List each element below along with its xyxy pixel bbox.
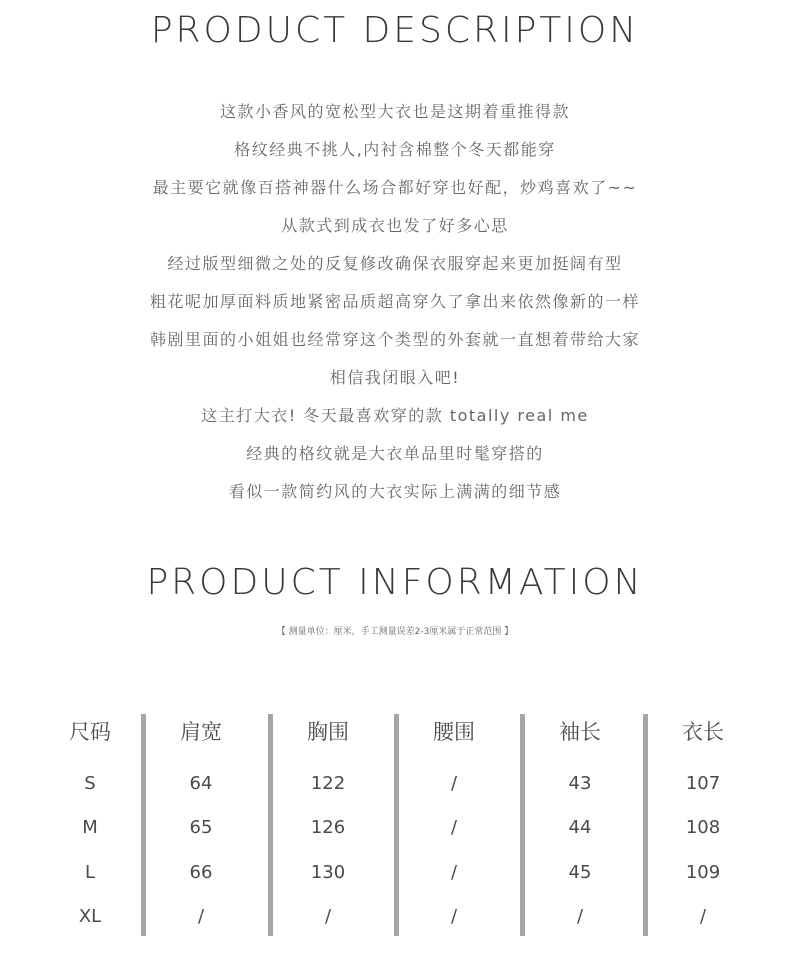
shoulder-cell: 65 [189, 817, 213, 838]
size-column-shoulder [141, 712, 261, 936]
sleeve-cell: 43 [568, 773, 592, 794]
size-column-length [643, 712, 763, 936]
size-column-sleeve [520, 712, 640, 936]
length-cell: 108 [685, 817, 721, 838]
shoulder-cell: 66 [189, 862, 213, 883]
product-information-heading: PRODUCT INFORMATION [146, 562, 644, 603]
chest-cell: 126 [310, 817, 346, 838]
size-cell: XL [78, 906, 102, 927]
description-line: 这款小香风的宽松型大衣也是这期着重推得款 [219, 102, 570, 121]
chest-cell: 130 [310, 862, 346, 883]
measurement-note: 【 测量单位：厘米，手工测量误差2-3厘米属于正常范围 】 [276, 627, 514, 637]
column-header-waist: 腰围 [433, 720, 475, 744]
size-table [30, 712, 766, 936]
description-line: 粗花呢加厚面料质地紧密品质超高穿久了拿出来依然像新的一样 [149, 292, 640, 311]
column-header-shoulder: 肩宽 [180, 720, 222, 744]
description-text-block [0, 96, 790, 514]
length-cell: 109 [685, 862, 721, 883]
size-cell: L [84, 862, 96, 883]
column-header-sleeve: 袖长 [559, 720, 601, 744]
size-column-size [30, 712, 150, 936]
product-description-heading: PRODUCT DESCRIPTION [150, 10, 640, 51]
description-line: 从款式到成衣也发了好多心思 [281, 216, 509, 235]
size-column-chest [268, 712, 388, 936]
shoulder-cell: 64 [189, 773, 213, 794]
sleeve-cell: / [576, 906, 584, 927]
waist-cell: / [450, 862, 458, 883]
length-cell: 107 [685, 773, 721, 794]
waist-cell: / [450, 906, 458, 927]
description-line: 看似一款简约风的大衣实际上满满的细节感 [228, 482, 562, 501]
sleeve-cell: 44 [568, 817, 592, 838]
description-line: 韩剧里面的小姐姐也经常穿这个类型的外套就一直想着带给大家 [149, 330, 640, 349]
description-line: 相信我闭眼入吧! [329, 368, 461, 387]
column-header-length: 衣长 [682, 720, 724, 744]
size-cell: M [82, 817, 98, 838]
description-line: 经典的格纹就是大衣单品里时髦穿搭的 [246, 444, 544, 463]
description-line: 格纹经典不挑人,内衬含棉整个冬天都能穿 [234, 140, 556, 159]
description-line: 这主打大衣! 冬天最喜欢穿的款 totally real me [201, 406, 589, 425]
size-column-waist [394, 712, 514, 936]
waist-cell: / [450, 817, 458, 838]
chest-cell: / [324, 906, 332, 927]
size-cell: S [84, 773, 96, 794]
length-cell: / [699, 906, 707, 927]
sleeve-cell: 45 [568, 862, 592, 883]
column-header-size: 尺码 [69, 720, 111, 744]
chest-cell: 122 [310, 773, 346, 794]
description-line: 经过版型细微之处的反复修改确保衣服穿起来更加挺阔有型 [167, 254, 623, 273]
waist-cell: / [450, 773, 458, 794]
description-line: 最主要它就像百搭神器什么场合都好穿也好配，炒鸡喜欢了~~ [152, 178, 638, 197]
shoulder-cell: / [197, 906, 205, 927]
column-header-chest: 胸围 [307, 720, 349, 744]
